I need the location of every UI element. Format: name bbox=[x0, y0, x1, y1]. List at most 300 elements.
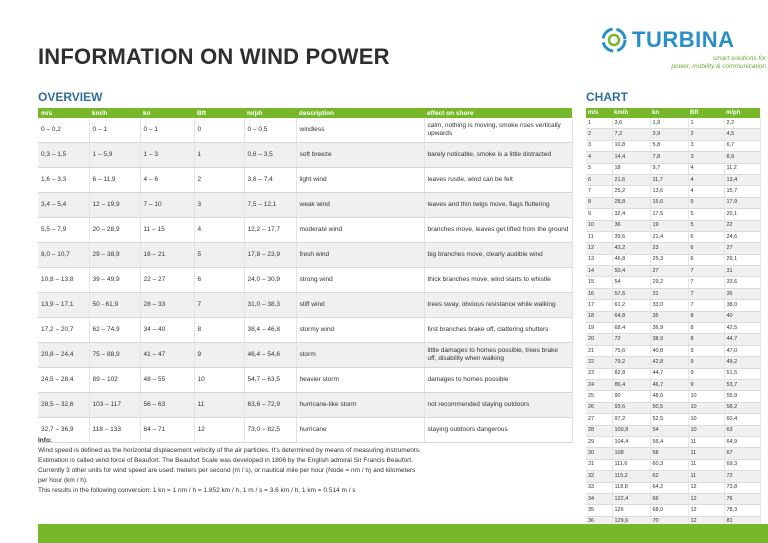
chart-cell: 12 bbox=[688, 505, 724, 516]
overview-row bbox=[38, 143, 572, 168]
chart-cell: 64,8 bbox=[612, 311, 650, 322]
overview-cell: 7 bbox=[194, 293, 244, 318]
chart-cell: 22 bbox=[724, 220, 760, 231]
chart-cell: 13,4 bbox=[724, 174, 760, 185]
chart-cell: 4 bbox=[688, 174, 724, 185]
chart-cell: 9 bbox=[688, 379, 724, 390]
chart-cell: 76 bbox=[724, 493, 760, 504]
chart-cell: 3 bbox=[586, 140, 612, 151]
overview-row bbox=[38, 243, 572, 268]
chart-cell: 8 bbox=[688, 323, 724, 334]
chart-cell: 10 bbox=[688, 425, 724, 436]
chart-cell: 10,8 bbox=[612, 140, 650, 151]
chart-cell: 8 bbox=[586, 197, 612, 208]
chart-cell: 36 bbox=[612, 220, 650, 231]
chart-cell: 90 bbox=[612, 391, 650, 402]
chart-cell: 42,8 bbox=[650, 357, 688, 368]
chart-cell: 56,4 bbox=[650, 436, 688, 447]
chart-cell: 9 bbox=[688, 357, 724, 368]
overview-body bbox=[38, 118, 572, 443]
chart-row bbox=[586, 186, 760, 197]
chart-row bbox=[586, 174, 760, 185]
chart-cell: 58,2 bbox=[724, 402, 760, 413]
overview-cell: branches move, leaves get lifted from the ground bbox=[424, 218, 572, 243]
chart-cell: 40 bbox=[724, 311, 760, 322]
overview-cell: 103 – 117 bbox=[89, 393, 140, 418]
overview-cell: moderate wind bbox=[296, 218, 424, 243]
chart-cell: 14,4 bbox=[612, 152, 650, 163]
chart-cell: 29,2 bbox=[650, 277, 688, 288]
chart-cell: 19 bbox=[650, 220, 688, 231]
chart-cell: 10 bbox=[688, 391, 724, 402]
overview-cell: windless bbox=[296, 118, 424, 143]
overview-cell: 3 bbox=[194, 193, 244, 218]
chart-cell: 5 bbox=[688, 209, 724, 220]
chart-cell: 35 bbox=[586, 505, 612, 516]
chart-row bbox=[586, 482, 760, 493]
overview-cell: 32,7 – 36,9 bbox=[38, 418, 89, 443]
chart-cell: 115,2 bbox=[612, 471, 650, 482]
chart-cell: 11 bbox=[586, 231, 612, 242]
chart-row bbox=[586, 277, 760, 288]
chart-cell: 58 bbox=[650, 448, 688, 459]
chart-cell: 66 bbox=[650, 493, 688, 504]
chart-cell: 33 bbox=[586, 482, 612, 493]
chart-row bbox=[586, 311, 760, 322]
chart-row bbox=[586, 118, 760, 129]
chart-cell: 22 bbox=[586, 357, 612, 368]
chart-cell: 64,2 bbox=[650, 482, 688, 493]
chart-cell: 3,9 bbox=[650, 129, 688, 140]
chart-row bbox=[586, 300, 760, 311]
chart-heading: CHART bbox=[586, 90, 628, 104]
overview-header-row bbox=[38, 108, 572, 118]
chart-row bbox=[586, 197, 760, 208]
overview-cell: 28 – 33 bbox=[140, 293, 194, 318]
overview-cell: 1 – 5,9 bbox=[89, 143, 140, 168]
chart-row bbox=[586, 220, 760, 231]
overview-cell: 64 – 71 bbox=[140, 418, 194, 443]
overview-column-header: m/ph bbox=[244, 108, 296, 118]
chart-cell: 62 bbox=[650, 471, 688, 482]
overview-cell: thick branches move, wind starts to whistle bbox=[424, 268, 572, 293]
chart-cell: 12 bbox=[586, 243, 612, 254]
overview-cell: weak wind bbox=[296, 193, 424, 218]
overview-cell: 3,6 – 7,4 bbox=[244, 168, 296, 193]
chart-cell: 15 bbox=[586, 277, 612, 288]
chart-row bbox=[586, 345, 760, 356]
chart-cell: 33,0 bbox=[650, 300, 688, 311]
chart-cell: 4 bbox=[586, 152, 612, 163]
overview-cell: 4 bbox=[194, 218, 244, 243]
chart-cell: 12 bbox=[688, 493, 724, 504]
logo-wordmark: TURBINA bbox=[632, 27, 735, 52]
chart-cell: 11,2 bbox=[724, 163, 760, 174]
chart-cell: 21 bbox=[586, 345, 612, 356]
chart-cell: 55,9 bbox=[724, 391, 760, 402]
chart-cell: 50,4 bbox=[612, 266, 650, 277]
chart-cell: 46,7 bbox=[650, 379, 688, 390]
overview-row bbox=[38, 268, 572, 293]
overview-cell: 0,3 – 1,5 bbox=[38, 143, 89, 168]
footer-bar bbox=[38, 524, 768, 543]
chart-cell: 32 bbox=[586, 471, 612, 482]
overview-cell: 31,0 – 38,3 bbox=[244, 293, 296, 318]
chart-cell: 13,6 bbox=[650, 186, 688, 197]
info-line: per hour (km / h). bbox=[38, 477, 88, 484]
overview-cell: hurricane bbox=[296, 418, 424, 443]
chart-cell: 24 bbox=[586, 379, 612, 390]
chart-cell: 70 bbox=[650, 516, 688, 527]
overview-cell: 6 bbox=[194, 268, 244, 293]
page-title: INFORMATION ON WIND POWER bbox=[38, 44, 390, 69]
chart-cell: 7 bbox=[688, 266, 724, 277]
chart-row bbox=[586, 152, 760, 163]
overview-cell: 41 – 47 bbox=[140, 343, 194, 368]
overview-row bbox=[38, 168, 572, 193]
chart-cell: 86,4 bbox=[612, 379, 650, 390]
chart-cell: 129,6 bbox=[612, 516, 650, 527]
chart-row bbox=[586, 493, 760, 504]
overview-cell: 24,0 – 30,9 bbox=[244, 268, 296, 293]
overview-cell: hurricane-like storm bbox=[296, 393, 424, 418]
chart-cell: 54 bbox=[612, 277, 650, 288]
chart-cell: 5 bbox=[688, 220, 724, 231]
overview-cell: 56 – 63 bbox=[140, 393, 194, 418]
chart-cell: 10 bbox=[586, 220, 612, 231]
chart-cell: 9 bbox=[688, 345, 724, 356]
chart-cell: 23 bbox=[650, 243, 688, 254]
chart-cell: 11 bbox=[688, 471, 724, 482]
turbina-logo bbox=[600, 26, 766, 71]
chart-cell: 44,7 bbox=[650, 368, 688, 379]
chart-cell: 6 bbox=[688, 231, 724, 242]
info-line: Estimation is called wind force of Beaufort. The Beaufort Scale was developed in 1806 by the English admiral Sir Francis Beaufort. bbox=[38, 457, 413, 464]
overview-cell: 17,2 – 20,7 bbox=[38, 318, 89, 343]
chart-cell: 7,8 bbox=[650, 152, 688, 163]
overview-cell: 5 bbox=[194, 243, 244, 268]
overview-cell: leaves rustle, wind can be felt bbox=[424, 168, 572, 193]
chart-cell: 36,9 bbox=[650, 323, 688, 334]
overview-cell: 9 bbox=[194, 343, 244, 368]
chart-cell: 2 bbox=[586, 129, 612, 140]
overview-cell: first branches brake off, clattering shutters bbox=[424, 318, 572, 343]
overview-cell: leaves and thin twigs move, flags fluttering bbox=[424, 193, 572, 218]
chart-column-header: m/s bbox=[586, 108, 612, 118]
overview-cell: staying outdoors dangerous bbox=[424, 418, 572, 443]
chart-cell: 17 bbox=[586, 300, 612, 311]
chart-table bbox=[586, 108, 761, 528]
chart-cell: 46,8 bbox=[612, 254, 650, 265]
chart-cell: 28,8 bbox=[612, 197, 650, 208]
chart-cell: 57,6 bbox=[612, 288, 650, 299]
overview-cell: 12 – 19,9 bbox=[89, 193, 140, 218]
chart-row bbox=[586, 368, 760, 379]
chart-cell: 44,7 bbox=[724, 334, 760, 345]
chart-cell: 7,2 bbox=[612, 129, 650, 140]
overview-cell: stiff wind bbox=[296, 293, 424, 318]
chart-cell: 25,3 bbox=[650, 254, 688, 265]
chart-cell: 9 bbox=[688, 368, 724, 379]
overview-cell: calm, nothing is moving, smoke rises vertically upwards bbox=[424, 118, 572, 143]
chart-cell: 20 bbox=[586, 334, 612, 345]
chart-column-header: m/ph bbox=[724, 108, 760, 118]
chart-cell: 75,6 bbox=[612, 345, 650, 356]
chart-cell: 1 bbox=[688, 118, 724, 129]
overview-cell: 46,4 – 54,6 bbox=[244, 343, 296, 368]
chart-cell: 43,2 bbox=[612, 243, 650, 254]
chart-row bbox=[586, 436, 760, 447]
chart-cell: 100,8 bbox=[612, 425, 650, 436]
chart-cell: 34 bbox=[586, 493, 612, 504]
chart-cell: 12 bbox=[688, 482, 724, 493]
chart-cell: 38,9 bbox=[650, 334, 688, 345]
overview-cell: 8 bbox=[194, 318, 244, 343]
chart-cell: 31 bbox=[724, 266, 760, 277]
chart-cell: 1 bbox=[586, 118, 612, 129]
chart-row bbox=[586, 209, 760, 220]
chart-cell: 50,5 bbox=[650, 402, 688, 413]
chart-cell: 7 bbox=[688, 288, 724, 299]
chart-cell: 78,3 bbox=[724, 505, 760, 516]
chart-cell: 68,4 bbox=[612, 323, 650, 334]
overview-cell: storm bbox=[296, 343, 424, 368]
chart-cell: 4,5 bbox=[724, 129, 760, 140]
chart-cell: 6 bbox=[586, 174, 612, 185]
overview-cell: 48 – 55 bbox=[140, 368, 194, 393]
chart-cell: 36 bbox=[586, 516, 612, 527]
overview-cell: light wind bbox=[296, 168, 424, 193]
overview-cell: 50 - 61,9 bbox=[89, 293, 140, 318]
chart-cell: 11 bbox=[688, 436, 724, 447]
chart-cell: 27 bbox=[724, 243, 760, 254]
overview-cell: little damages to homes possible, trees brake off, disability when walking bbox=[424, 343, 572, 368]
info-line: This results in the following conversion: 1 kn = 1 nm / h = 1.852 km / h, 1 m / s = 3.6 km / h, 1 km = 0.514 m / s bbox=[38, 487, 356, 494]
chart-row bbox=[586, 140, 760, 151]
overview-cell: 12 bbox=[194, 418, 244, 443]
overview-cell: trees sway, obvious resistance while walking bbox=[424, 293, 572, 318]
chart-cell: 5 bbox=[688, 197, 724, 208]
overview-cell: fresh wind bbox=[296, 243, 424, 268]
overview-cell: 118 – 133 bbox=[89, 418, 140, 443]
chart-cell: 30 bbox=[586, 448, 612, 459]
overview-cell: 7 – 10 bbox=[140, 193, 194, 218]
chart-cell: 42,5 bbox=[724, 323, 760, 334]
chart-row bbox=[586, 129, 760, 140]
overview-cell: 89 – 102 bbox=[89, 368, 140, 393]
chart-cell: 3 bbox=[688, 140, 724, 151]
chart-cell: 49,2 bbox=[724, 357, 760, 368]
chart-cell: 93,6 bbox=[612, 402, 650, 413]
chart-cell: 17,5 bbox=[650, 209, 688, 220]
chart-row bbox=[586, 323, 760, 334]
overview-cell: damages to homes possible bbox=[424, 368, 572, 393]
chart-cell: 26 bbox=[586, 402, 612, 413]
chart-cell: 6 bbox=[688, 254, 724, 265]
chart-cell: 72 bbox=[612, 334, 650, 345]
chart-cell: 82,8 bbox=[612, 368, 650, 379]
overview-cell: 11 – 15 bbox=[140, 218, 194, 243]
chart-cell: 7 bbox=[688, 277, 724, 288]
chart-cell: 40,8 bbox=[650, 345, 688, 356]
chart-cell: 6,7 bbox=[724, 140, 760, 151]
info-line: Currently 3 other units for wind speed are used: meters per second (m / s), or nautical mile per hour (Node = nm / h) and kilometers bbox=[38, 467, 416, 474]
overview-cell: 7,5 – 12,1 bbox=[244, 193, 296, 218]
chart-row bbox=[586, 505, 760, 516]
chart-cell: 14 bbox=[586, 266, 612, 277]
overview-cell: 10 bbox=[194, 368, 244, 393]
chart-cell: 9 bbox=[586, 209, 612, 220]
chart-cell: 63 bbox=[724, 425, 760, 436]
overview-cell: stormy wind bbox=[296, 318, 424, 343]
chart-cell: 73,8 bbox=[724, 482, 760, 493]
chart-cell: 51,5 bbox=[724, 368, 760, 379]
chart-column-header: km/h bbox=[612, 108, 650, 118]
chart-row bbox=[586, 402, 760, 413]
chart-cell: 5 bbox=[586, 163, 612, 174]
overview-row bbox=[38, 343, 572, 368]
chart-cell: 4 bbox=[688, 163, 724, 174]
chart-cell: 19 bbox=[586, 323, 612, 334]
chart-cell: 64,9 bbox=[724, 436, 760, 447]
chart-cell: 52,5 bbox=[650, 414, 688, 425]
chart-cell: 68,0 bbox=[650, 505, 688, 516]
overview-cell: 34 – 40 bbox=[140, 318, 194, 343]
chart-cell: 61,2 bbox=[612, 300, 650, 311]
chart-row bbox=[586, 414, 760, 425]
chart-cell: 126 bbox=[612, 505, 650, 516]
chart-cell: 31 bbox=[650, 288, 688, 299]
chart-cell: 8 bbox=[688, 311, 724, 322]
chart-cell: 15,6 bbox=[650, 197, 688, 208]
chart-cell: 47,0 bbox=[724, 345, 760, 356]
chart-cell: 25 bbox=[586, 391, 612, 402]
overview-cell: 5,5 – 7,9 bbox=[38, 218, 89, 243]
chart-cell: 21,4 bbox=[650, 231, 688, 242]
chart-cell: 79,2 bbox=[612, 357, 650, 368]
overview-cell: 3,4 – 5,4 bbox=[38, 193, 89, 218]
overview-cell: 1,6 – 3,3 bbox=[38, 168, 89, 193]
overview-cell: 6 – 11,9 bbox=[89, 168, 140, 193]
chart-cell: 18 bbox=[612, 163, 650, 174]
overview-cell: 11 bbox=[194, 393, 244, 418]
chart-cell: 60,4 bbox=[724, 414, 760, 425]
chart-cell: 48,6 bbox=[650, 391, 688, 402]
chart-row bbox=[586, 243, 760, 254]
chart-column-header: Bft bbox=[688, 108, 724, 118]
chart-row bbox=[586, 379, 760, 390]
chart-cell: 4 bbox=[688, 186, 724, 197]
overview-cell: 20,8 – 24,4 bbox=[38, 343, 89, 368]
chart-cell: 5,8 bbox=[650, 140, 688, 151]
overview-cell: 0 – 1 bbox=[140, 118, 194, 143]
chart-cell: 33,6 bbox=[724, 277, 760, 288]
overview-column-header: km/h bbox=[89, 108, 140, 118]
overview-row bbox=[38, 393, 572, 418]
chart-cell: 72 bbox=[724, 471, 760, 482]
overview-cell: 54,7 – 63,5 bbox=[244, 368, 296, 393]
chart-cell: 111,6 bbox=[612, 459, 650, 470]
overview-column-header: Bft bbox=[194, 108, 244, 118]
info-block bbox=[38, 436, 568, 496]
chart-cell: 29 bbox=[586, 436, 612, 447]
chart-cell: 29,1 bbox=[724, 254, 760, 265]
chart-cell: 32,4 bbox=[612, 209, 650, 220]
chart-cell: 7 bbox=[688, 300, 724, 311]
chart-cell: 38,0 bbox=[724, 300, 760, 311]
chart-body bbox=[586, 118, 760, 528]
chart-cell: 60,3 bbox=[650, 459, 688, 470]
chart-cell: 69,3 bbox=[724, 459, 760, 470]
chart-cell: 11 bbox=[688, 448, 724, 459]
chart-cell: 21,6 bbox=[612, 174, 650, 185]
chart-cell: 6 bbox=[688, 243, 724, 254]
chart-cell: 20,1 bbox=[724, 209, 760, 220]
overview-row bbox=[38, 368, 572, 393]
chart-row bbox=[586, 425, 760, 436]
overview-cell: 4 – 6 bbox=[140, 168, 194, 193]
logo-tagline: smart solutions for power, mobility & communication bbox=[671, 55, 766, 70]
overview-cell: not recommended staying outdoors bbox=[424, 393, 572, 418]
chart-cell: 15,7 bbox=[724, 186, 760, 197]
chart-cell: 35 bbox=[650, 311, 688, 322]
chart-cell: 36 bbox=[724, 288, 760, 299]
overview-row bbox=[38, 318, 572, 343]
chart-row bbox=[586, 357, 760, 368]
overview-cell: 38,4 – 46,8 bbox=[244, 318, 296, 343]
overview-row bbox=[38, 118, 572, 143]
overview-column-header: kn bbox=[140, 108, 194, 118]
overview-cell: 0 bbox=[194, 118, 244, 143]
chart-cell: 8,9 bbox=[724, 152, 760, 163]
chart-cell: 108 bbox=[612, 448, 650, 459]
overview-row bbox=[38, 293, 572, 318]
chart-cell: 31 bbox=[586, 459, 612, 470]
overview-cell: 22 – 27 bbox=[140, 268, 194, 293]
overview-cell: 20 – 28,9 bbox=[89, 218, 140, 243]
overview-cell: 28,5 – 32,6 bbox=[38, 393, 89, 418]
info-line: Wind speed is defined as the horizontal displacement velocity of the air particles. It's determined by means of measuring instruments. bbox=[38, 447, 421, 454]
overview-cell: 13,9 – 17,1 bbox=[38, 293, 89, 318]
overview-cell: 10,8 – 13,8 bbox=[38, 268, 89, 293]
overview-cell: big branches move, clearly audible wind bbox=[424, 243, 572, 268]
chart-cell: 81 bbox=[724, 516, 760, 527]
overview-cell: 1 – 3 bbox=[140, 143, 194, 168]
chart-cell: 11,7 bbox=[650, 174, 688, 185]
chart-cell: 17,9 bbox=[724, 197, 760, 208]
overview-cell: soft breeze bbox=[296, 143, 424, 168]
chart-row bbox=[586, 448, 760, 459]
overview-cell: 0 – 0,2 bbox=[38, 118, 89, 143]
overview-cell: 17,8 – 23,9 bbox=[244, 243, 296, 268]
chart-row bbox=[586, 266, 760, 277]
chart-cell: 10 bbox=[688, 402, 724, 413]
chart-cell: 104,4 bbox=[612, 436, 650, 447]
overview-table bbox=[38, 108, 573, 443]
chart-cell: 23 bbox=[586, 368, 612, 379]
chart-cell: 67 bbox=[724, 448, 760, 459]
chart-row bbox=[586, 288, 760, 299]
chart-row bbox=[586, 459, 760, 470]
overview-column-header: effect on shore bbox=[424, 108, 572, 118]
overview-cell: 24,5 – 28,4 bbox=[38, 368, 89, 393]
chart-cell: 54 bbox=[650, 425, 688, 436]
chart-cell: 53,7 bbox=[724, 379, 760, 390]
chart-row bbox=[586, 231, 760, 242]
chart-cell: 97,2 bbox=[612, 414, 650, 425]
overview-row bbox=[38, 193, 572, 218]
overview-cell: 63,6 – 72,9 bbox=[244, 393, 296, 418]
